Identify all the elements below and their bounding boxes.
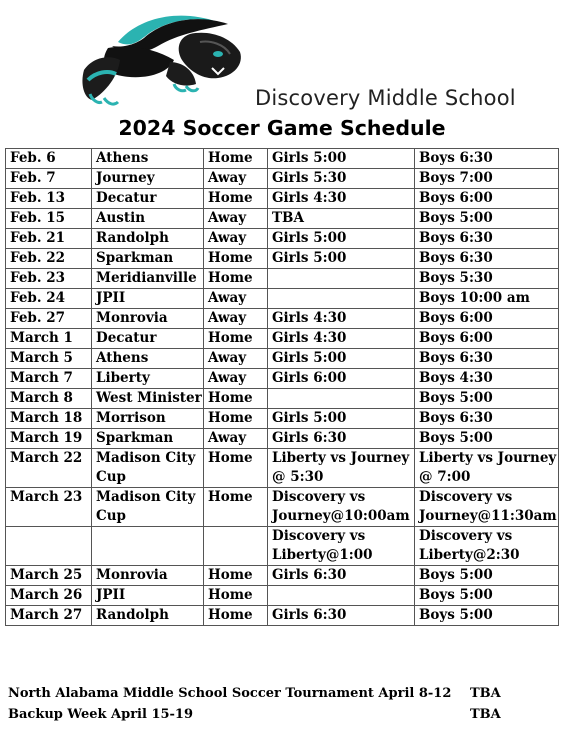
girls-time-cell	[268, 389, 415, 409]
table-row	[6, 229, 559, 249]
location-cell	[204, 527, 268, 566]
date-cell	[6, 527, 92, 566]
opponent-cell: Monrovia	[92, 309, 204, 329]
girls-time-cell: Discovery vs Liberty@1:00	[268, 527, 415, 566]
table-row	[6, 329, 559, 349]
table-row	[6, 289, 559, 309]
opponent-cell: JPII	[92, 289, 204, 309]
girls-time-cell: Girls 6:30	[268, 566, 415, 586]
location-cell: Away	[204, 229, 268, 249]
date-cell: Feb. 22	[6, 249, 92, 269]
date-cell: March 22	[6, 449, 92, 488]
opponent-cell: Decatur	[92, 329, 204, 349]
boys-time-cell: Boys 6:30	[415, 249, 559, 269]
girls-time-cell: Girls 5:00	[268, 349, 415, 369]
opponent-cell: Randolph	[92, 229, 204, 249]
girls-time-cell: Discovery vs Journey@10:00am	[268, 488, 415, 527]
location-cell: Away	[204, 429, 268, 449]
location-cell: Away	[204, 309, 268, 329]
date-cell: March 1	[6, 329, 92, 349]
girls-time-cell: Girls 5:00	[268, 229, 415, 249]
location-cell: Home	[204, 409, 268, 429]
boys-time-cell: Boys 5:00	[415, 586, 559, 606]
location-cell: Home	[204, 189, 268, 209]
girls-time-cell	[268, 586, 415, 606]
table-row	[6, 409, 559, 429]
boys-time-cell: Boys 5:00	[415, 389, 559, 409]
boys-time-cell: Boys 4:30	[415, 369, 559, 389]
opponent-cell: Meridianville	[92, 269, 204, 289]
date-cell: March 27	[6, 606, 92, 626]
location-cell: Home	[204, 586, 268, 606]
girls-time-cell: Girls 5:00	[268, 149, 415, 169]
boys-time-cell: Boys 5:00	[415, 606, 559, 626]
date-cell: Feb. 7	[6, 169, 92, 189]
date-cell: March 5	[6, 349, 92, 369]
location-cell: Away	[204, 369, 268, 389]
schedule-table	[5, 148, 559, 626]
opponent-cell: Madison City Cup	[92, 449, 204, 488]
boys-time-cell: Boys 5:00	[415, 566, 559, 586]
location-cell: Away	[204, 169, 268, 189]
opponent-cell: JPII	[92, 586, 204, 606]
location-cell: Home	[204, 249, 268, 269]
table-row	[6, 527, 559, 566]
opponent-cell: Randolph	[92, 606, 204, 626]
date-cell: March 18	[6, 409, 92, 429]
date-cell: Feb. 23	[6, 269, 92, 289]
opponent-cell: Athens	[92, 349, 204, 369]
date-cell: March 8	[6, 389, 92, 409]
girls-time-cell: Girls 4:30	[268, 309, 415, 329]
boys-time-cell: Liberty vs Journey @ 7:00	[415, 449, 559, 488]
table-row	[6, 189, 559, 209]
girls-time-cell	[268, 289, 415, 309]
boys-time-cell: Boys 6:30	[415, 349, 559, 369]
location-cell: Home	[204, 149, 268, 169]
table-row	[6, 349, 559, 369]
date-cell: Feb. 13	[6, 189, 92, 209]
opponent-cell: Morrison	[92, 409, 204, 429]
table-row	[6, 429, 559, 449]
boys-time-cell: Boys 6:30	[415, 409, 559, 429]
date-cell: Feb. 24	[6, 289, 92, 309]
girls-time-cell: Girls 5:00	[268, 409, 415, 429]
footer-status: TBA	[470, 686, 501, 701]
table-row	[6, 369, 559, 389]
table-row	[6, 449, 559, 488]
location-cell: Away	[204, 209, 268, 229]
footer-status: TBA	[470, 707, 501, 722]
opponent-cell: Journey	[92, 169, 204, 189]
panther-logo	[78, 4, 248, 108]
opponent-cell	[92, 527, 204, 566]
opponent-cell: West Minister	[92, 389, 204, 409]
date-cell: Feb. 21	[6, 229, 92, 249]
girls-time-cell: Girls 6:30	[268, 606, 415, 626]
footer-line-tournament	[8, 686, 501, 701]
location-cell: Home	[204, 329, 268, 349]
opponent-cell: Sparkman	[92, 429, 204, 449]
girls-time-cell: TBA	[268, 209, 415, 229]
table-row	[6, 566, 559, 586]
location-cell: Home	[204, 606, 268, 626]
girls-time-cell: Girls 6:00	[268, 369, 415, 389]
girls-time-cell: Girls 5:30	[268, 169, 415, 189]
opponent-cell: Decatur	[92, 189, 204, 209]
boys-time-cell: Boys 5:00	[415, 209, 559, 229]
table-row	[6, 488, 559, 527]
opponent-cell: Sparkman	[92, 249, 204, 269]
table-row	[6, 209, 559, 229]
boys-time-cell: Boys 6:00	[415, 309, 559, 329]
boys-time-cell: Boys 5:30	[415, 269, 559, 289]
location-cell: Home	[204, 488, 268, 527]
boys-time-cell: Boys 6:00	[415, 189, 559, 209]
date-cell: Feb. 27	[6, 309, 92, 329]
boys-time-cell: Discovery vs Liberty@2:30	[415, 527, 559, 566]
opponent-cell: Austin	[92, 209, 204, 229]
boys-time-cell: Boys 6:00	[415, 329, 559, 349]
footer-text: North Alabama Middle School Soccer Tournament April 8-12	[8, 686, 452, 701]
date-cell: Feb. 15	[6, 209, 92, 229]
date-cell: March 23	[6, 488, 92, 527]
footer-line-backup	[8, 707, 501, 722]
location-cell: Home	[204, 566, 268, 586]
table-row	[6, 149, 559, 169]
table-row	[6, 169, 559, 189]
boys-time-cell: Discovery vs Journey@11:30am	[415, 488, 559, 527]
date-cell: March 26	[6, 586, 92, 606]
opponent-cell: Madison City Cup	[92, 488, 204, 527]
girls-time-cell: Girls 6:30	[268, 429, 415, 449]
girls-time-cell: Girls 5:00	[268, 249, 415, 269]
location-cell: Home	[204, 269, 268, 289]
location-cell: Away	[204, 289, 268, 309]
boys-time-cell: Boys 5:00	[415, 429, 559, 449]
location-cell: Away	[204, 349, 268, 369]
boys-time-cell: Boys 10:00 am	[415, 289, 559, 309]
girls-time-cell: Girls 4:30	[268, 329, 415, 349]
table-row	[6, 389, 559, 409]
school-name: Discovery Middle School	[255, 86, 516, 110]
date-cell: March 7	[6, 369, 92, 389]
schedule-title: 2024 Soccer Game Schedule	[118, 116, 446, 140]
boys-time-cell: Boys 6:30	[415, 149, 559, 169]
table-row	[6, 606, 559, 626]
opponent-cell: Athens	[92, 149, 204, 169]
opponent-cell: Liberty	[92, 369, 204, 389]
date-cell: March 19	[6, 429, 92, 449]
girls-time-cell: Girls 4:30	[268, 189, 415, 209]
footer-text: Backup Week April 15-19	[8, 707, 194, 722]
girls-time-cell: Liberty vs Journey @ 5:30	[268, 449, 415, 488]
girls-time-cell	[268, 269, 415, 289]
date-cell: March 25	[6, 566, 92, 586]
location-cell: Home	[204, 389, 268, 409]
opponent-cell: Monrovia	[92, 566, 204, 586]
table-row	[6, 269, 559, 289]
table-row	[6, 309, 559, 329]
boys-time-cell: Boys 7:00	[415, 169, 559, 189]
table-row	[6, 249, 559, 269]
boys-time-cell: Boys 6:30	[415, 229, 559, 249]
location-cell: Home	[204, 449, 268, 488]
table-row	[6, 586, 559, 606]
date-cell: Feb. 6	[6, 149, 92, 169]
